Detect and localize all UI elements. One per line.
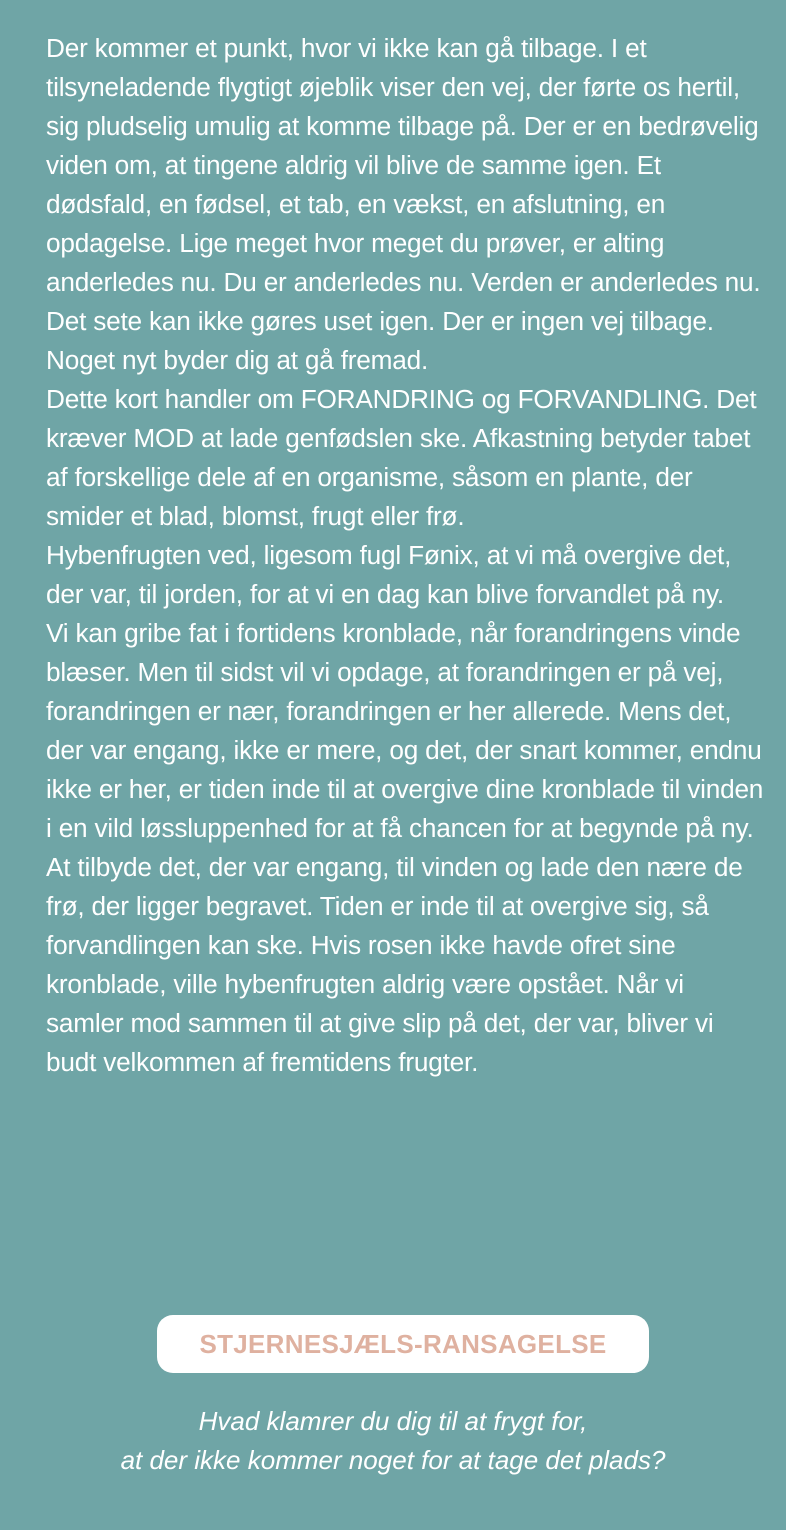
section-label-text: STJERNESJÆLS-RANSAGELSE [199,1328,607,1359]
question-line-1: Hvad klamrer du dig til at frygt for, [198,1406,588,1436]
section-label-badge [157,1315,649,1373]
question-line-2: at der ikke kommer noget for at tage det plads? [120,1445,666,1475]
paragraph-2: Dette kort handler om FORANDRING og FORVANDLING. Det kræver MOD at lade genfødslen ske. Afkastning betyder tabet af forskellige dele af en organisme, såsom en plante, der smider et blad, blomst, frugt eller frø. [46,384,757,531]
paragraph-1: Der kommer et punkt, hvor vi ikke kan gå tilbage. I et tilsyneladende flygtigt øjeblik viser den vej, der førte os hertil, sig pludselig umulig at komme tilbage på. Der er en bedrøvelig viden om, at tingene aldrig vil blive de samme igen. Et dødsfald, en fødsel, et tab, en vækst, en afslutning, en opdagelse. Lige meget hvor meget du prøver, er alting anderledes nu. Du er anderledes nu. Verden er anderledes nu. Det sete kan ikke gøres uset igen. Der er ingen vej tilbage. Noget nyt byder dig at gå fremad. [46,33,761,375]
paragraph-3: Hybenfrugten ved, ligesom fugl Fønix, at vi må overgive det, der var, til jorden, for at vi en dag kan blive forvandlet på ny. [46,540,732,609]
paragraph-4: Vi kan gribe fat i fortidens kronblade, når forandringens vinde blæser. Men til sidst vil vi opdage, at forandringen er på vej, forandringen er nær, forandringen er her allerede. Mens det, der var engang, ikke er mere, og det, der snart kommer, endnu ikke er her, er tiden inde til at overgive dine kronblade til vinden i en vild løssluppenhed for at få chancen for at begynde på ny. At tilbyde det, der var engang, til vinden og lade den nære de frø, der ligger begravet. Tiden er inde til at overgive sig, så forvandlingen kan ske. Hvis rosen ikke havde ofret sine kronblade, ville hybenfrugten aldrig være opstået. Når vi samler mod sammen til at give slip på det, der var, bliver vi budt velkommen af fremtidens frugter. [46,618,764,1077]
reflection-question [0,1402,786,1480]
body-text [46,29,766,1082]
